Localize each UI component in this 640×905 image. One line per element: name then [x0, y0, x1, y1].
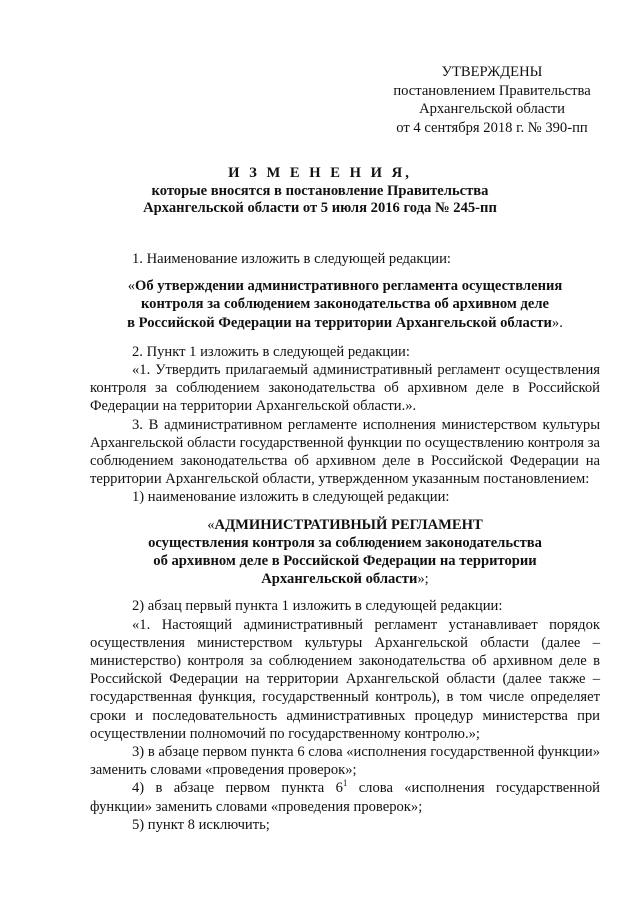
regulation-title-line: АДМИНИСТРАТИВНЫЙ РЕГЛАМЕНТ — [214, 516, 483, 533]
new-name-line: Об утверждении административного регламента осуществления — [135, 278, 563, 295]
quote-open: « — [207, 516, 215, 533]
item-2-text: «1. Утвердить прилагаемый административный регламент осуществления контроля за соблюдением законодательства об архивном деле в Российской Федерации на территории Архангельской области.». — [90, 362, 600, 415]
title-subline: Архангельской области от 5 июля 2016 года № 245-пп — [143, 200, 497, 217]
sub-item-2-text: «1. Настоящий административный регламент устанавливает порядок осуществления министерством культуры Архангельской области (далее – министерство) контроля за соблюдением законодательства об архивном деле в Российской Федерации на территории Архангельской области (далее также – государственная функция, государственный контроль), в том числе определяет сроки и последовательность административных процедур министерства при осуществлении полномочий по государственному контролю.»; — [90, 616, 600, 742]
title-subline: которые вносятся в постановление Правительства — [151, 182, 489, 199]
quote-close: »; — [417, 571, 429, 588]
approval-line: от 4 сентября 2018 г. № 390-пп — [396, 119, 588, 136]
new-name-block — [90, 277, 600, 332]
quote-open: « — [127, 278, 135, 295]
item-1: 1. Наименование изложить в следующей редакции: — [132, 251, 451, 267]
sub-item-3: 3) в абзаце первом пункта 6 слова «исполнения государственной функции» заменить словами «проведения проверок»; — [90, 744, 600, 779]
document-body — [90, 250, 600, 834]
regulation-title-block — [90, 516, 600, 589]
sub-item-4-end: слова «исполнения государственной функции» заменить словами «проведения проверок»; — [90, 780, 600, 815]
approval-line: Архангельской области — [419, 101, 565, 118]
approval-line: УТВЕРЖДЕНЫ — [441, 64, 543, 80]
item-2: 2. Пункт 1 изложить в следующей редакции: — [132, 343, 410, 360]
title-heading: И З М Е Н Е Н И Я, — [228, 165, 412, 181]
regulation-title-line: осуществления контроля за соблюдением законодательства — [148, 534, 542, 551]
superscript: 1 — [342, 778, 348, 789]
sub-item-4-start: 4) в абзаце первом пункта 6 — [132, 780, 343, 797]
approval-line: постановлением Правительства — [393, 82, 591, 99]
new-name-line: в Российской Федерации на территории Архангельской области — [127, 314, 552, 331]
item-3: 3. В административном регламенте исполнения министерством культуры Архангельской области государственной функции по осуществлению контроля за соблюдением законодательства об архивном деле в Российской Федерации на территории Архангельской области, утвержденном указанным постановлением: — [90, 416, 600, 488]
regulation-title-line: Архангельской области — [261, 571, 418, 588]
new-name-line: контроля за соблюдением законодательства об архивном деле — [140, 296, 550, 313]
sub-item-4 — [90, 779, 600, 815]
quote-close: ». — [551, 314, 563, 331]
document-title — [90, 165, 550, 218]
regulation-title-line: об архивном деле в Российской Федерации на территории — [153, 553, 537, 570]
sub-item-1: 1) наименование изложить в следующей редакции: — [132, 489, 450, 506]
sub-item-2: 2) абзац первый пункта 1 изложить в следующей редакции: — [132, 598, 503, 615]
approval-stamp — [372, 63, 612, 137]
sub-item-5: 5) пункт 8 исключить; — [132, 816, 270, 833]
